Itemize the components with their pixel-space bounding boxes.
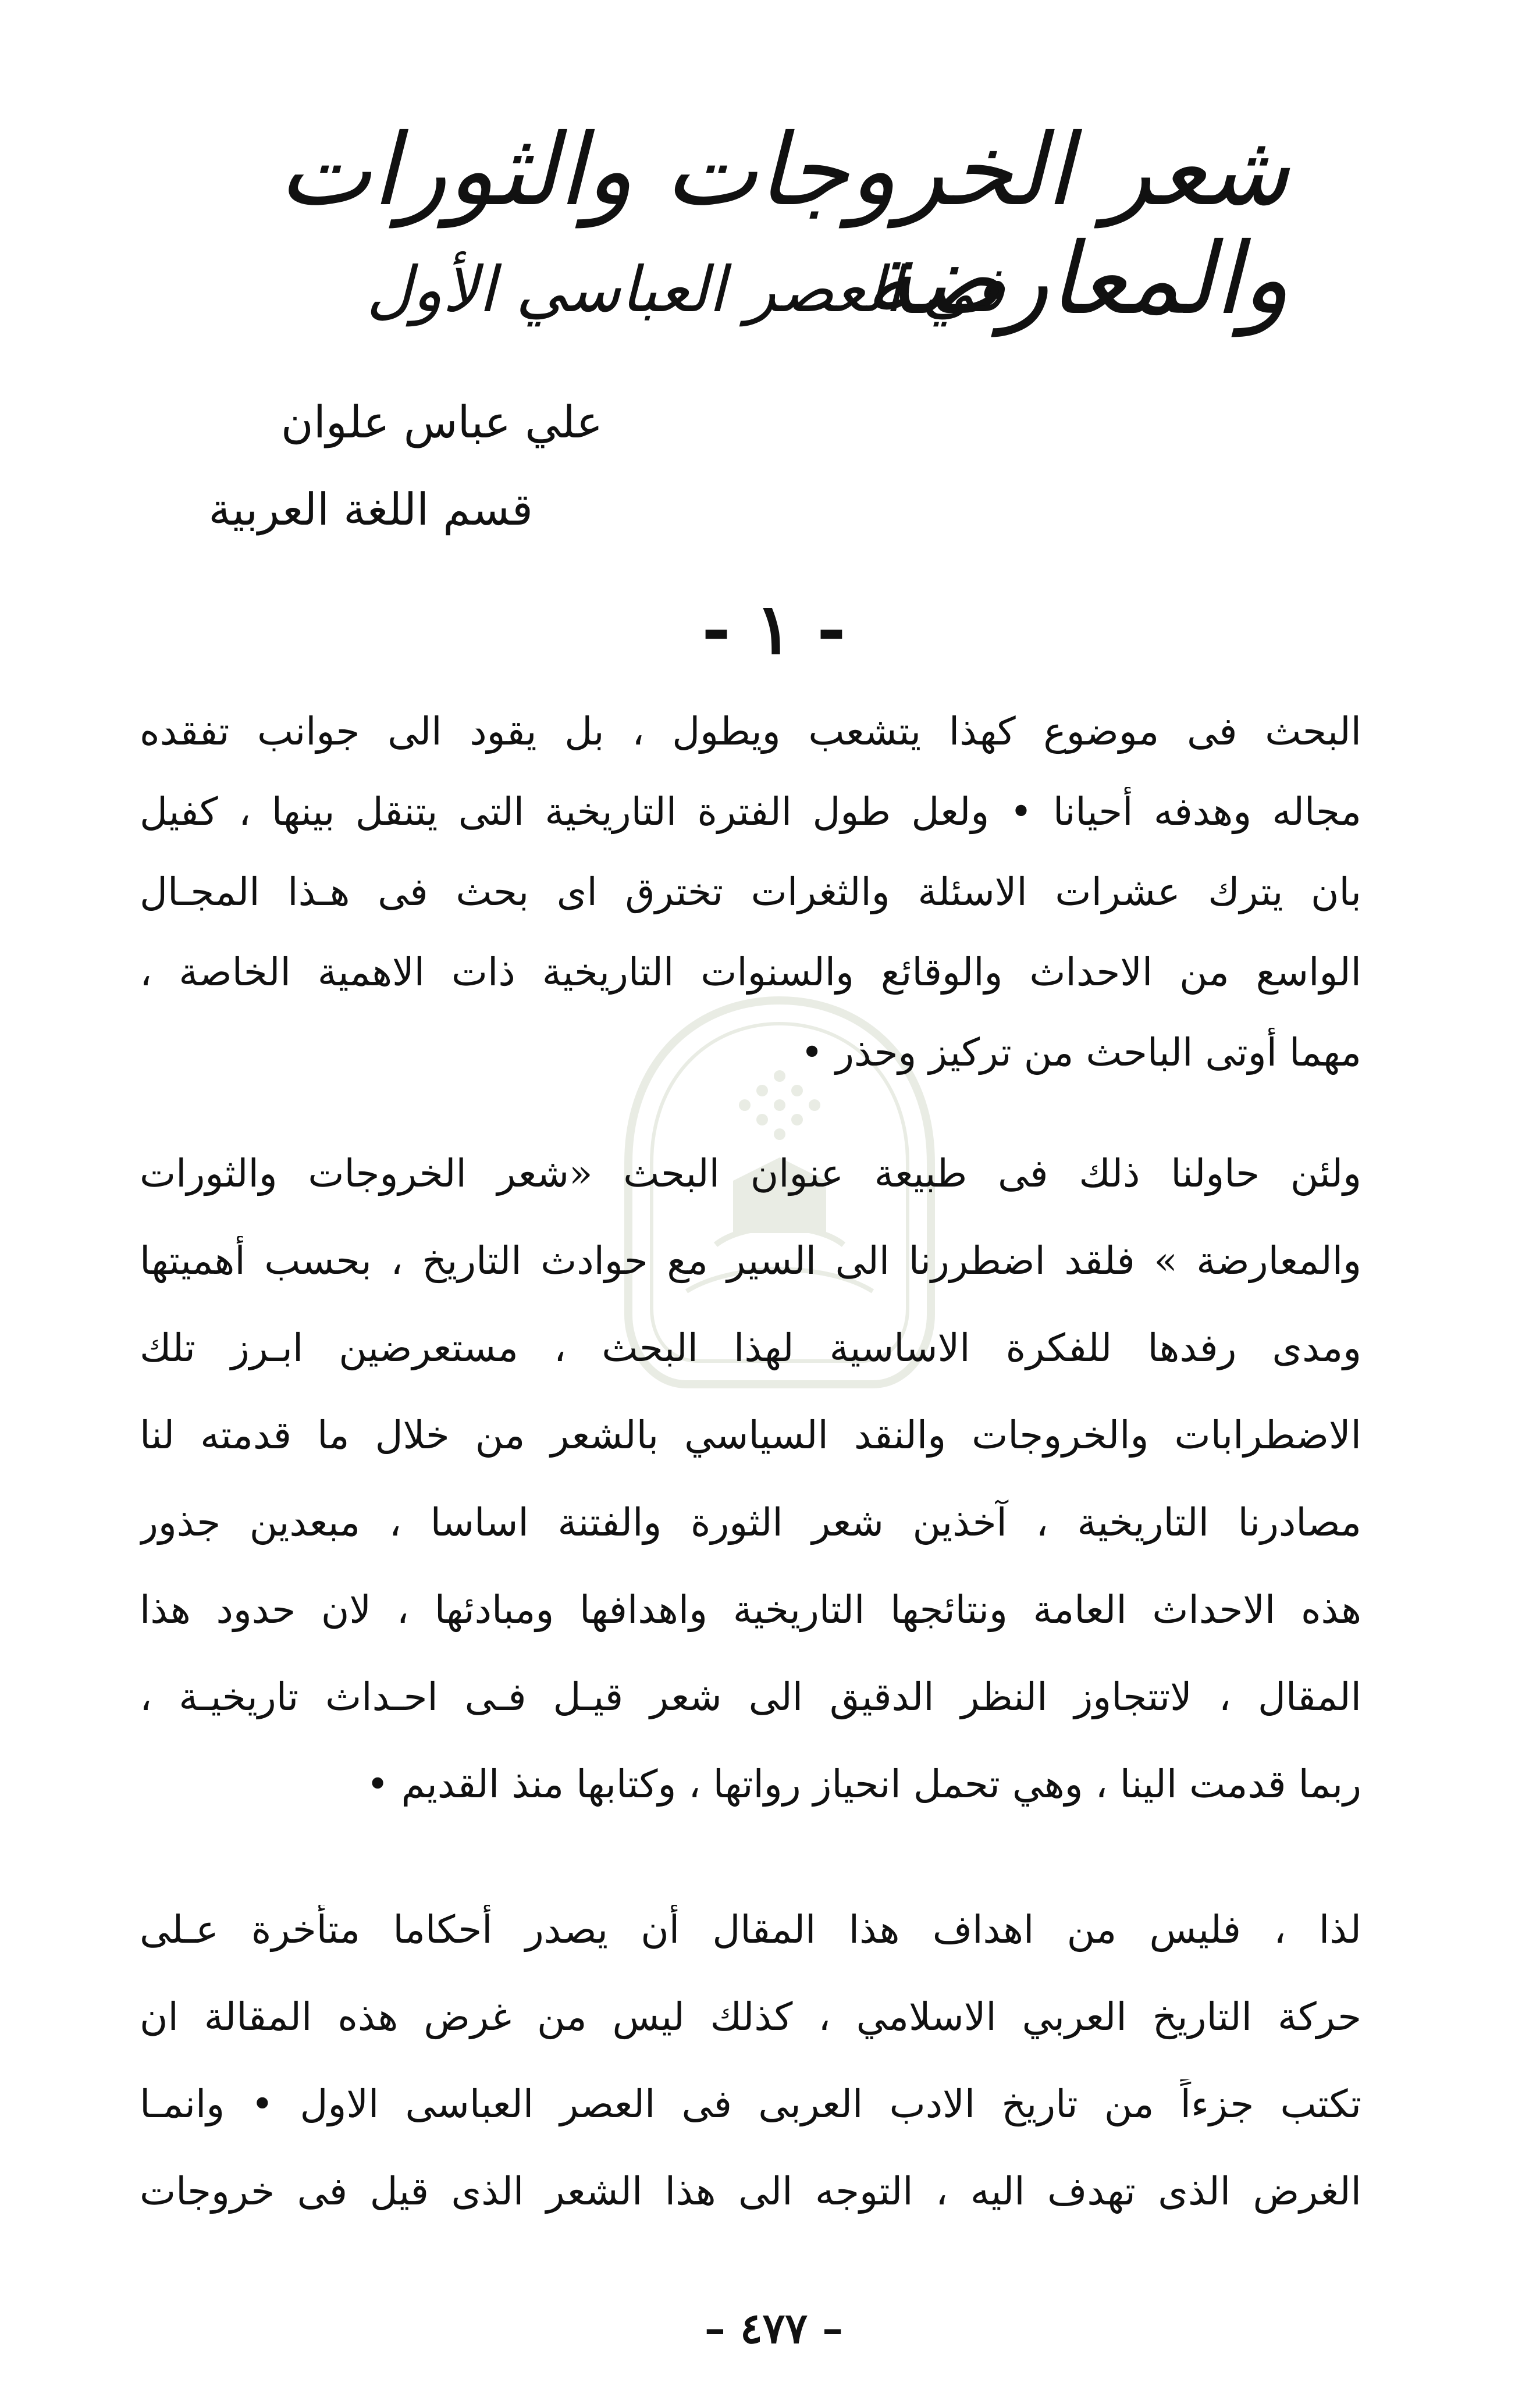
paragraph-line: الاضطرابات والخروجات والنقد السياسي بالشعر من خلال ما قدمته لنا	[140, 1413, 1361, 1458]
paragraph-line: هذه الاحداث العامة ونتائجها التاريخية واهدافها ومبادئها ، لان حدود هذا	[140, 1587, 1361, 1632]
page-number: – ٤٧٧ –	[704, 2303, 844, 2353]
paragraph-line: تكتب جزءاً من تاريخ الادب العربى فى العصر العباسى الاول • وانمـا	[140, 2082, 1361, 2126]
author-department: قسم اللغة العربية	[208, 483, 533, 535]
author-name: علي عباس علوان	[280, 396, 603, 448]
paragraph-line: الغرض الذى تهدف اليه ، التوجه الى هذا الشعر الذى قيل فى خروجات	[140, 2169, 1361, 2214]
paragraph-line: حركة التاريخ العربي الاسلامي ، كذلك ليس من غرض هذه المقالة ان	[140, 1994, 1361, 2039]
paragraph-line: مجاله وهدفه أحيانا • ولعل طول الفترة التاريخية التى يتنقل بينها ، كفيل	[140, 789, 1361, 834]
paragraph-line: مهما أوتى الباحث من تركيز وحذر •	[801, 1030, 1361, 1075]
paragraph-line: والمعارضة » فلقد اضطررنا الى السير مع حوادث التاريخ ، بحسب أهميتها	[140, 1238, 1361, 1283]
paragraph-line: ومدى رفدها للفكرة الاساسية لهذا البحث ، مستعرضين ابـرز تلك	[140, 1326, 1361, 1370]
section-number: - ١ -	[702, 588, 846, 670]
paragraph-line: بان يترك عشرات الاسئلة والثغرات تخترق اى بحث فى هـذا المجـال	[140, 870, 1361, 914]
paragraph-line: البحث فى موضوع كهذا يتشعب ويطول ، بل يقود الى جوانب تفقده	[140, 709, 1361, 754]
paragraph-line: المقال ، لاتتجاوز النظر الدقيق الى شعر قيـل فـى احـداث تاريخيـة ،	[140, 1675, 1361, 1719]
paragraph-line: ولئن حاولنا ذلك فى طبيعة عنوان البحث «شعر الخروجات والثورات	[140, 1151, 1361, 1196]
paragraph-line: مصادرنا التاريخية ، آخذين شعر الثورة والفتنة اساسا ، مبعدين جذور	[140, 1500, 1361, 1545]
article-subtitle: في العصر العباسي الأول	[366, 254, 1004, 326]
paragraph-line: الواسع من الاحداث والوقائع والسنوات التاريخية ذات الاهمية الخاصة ،	[140, 950, 1361, 995]
paragraph-line: لذا ، فليس من اهداف هذا المقال أن يصدر أحكاما متأخرة عـلى	[140, 1907, 1361, 1952]
article-title: شعر الخروجات والثورات والمعارضة	[278, 113, 1289, 337]
paragraph-line: ربما قدمت الينا ، وهي تحمل انحياز رواتها ، وكتابها منذ القديم •	[366, 1762, 1361, 1807]
